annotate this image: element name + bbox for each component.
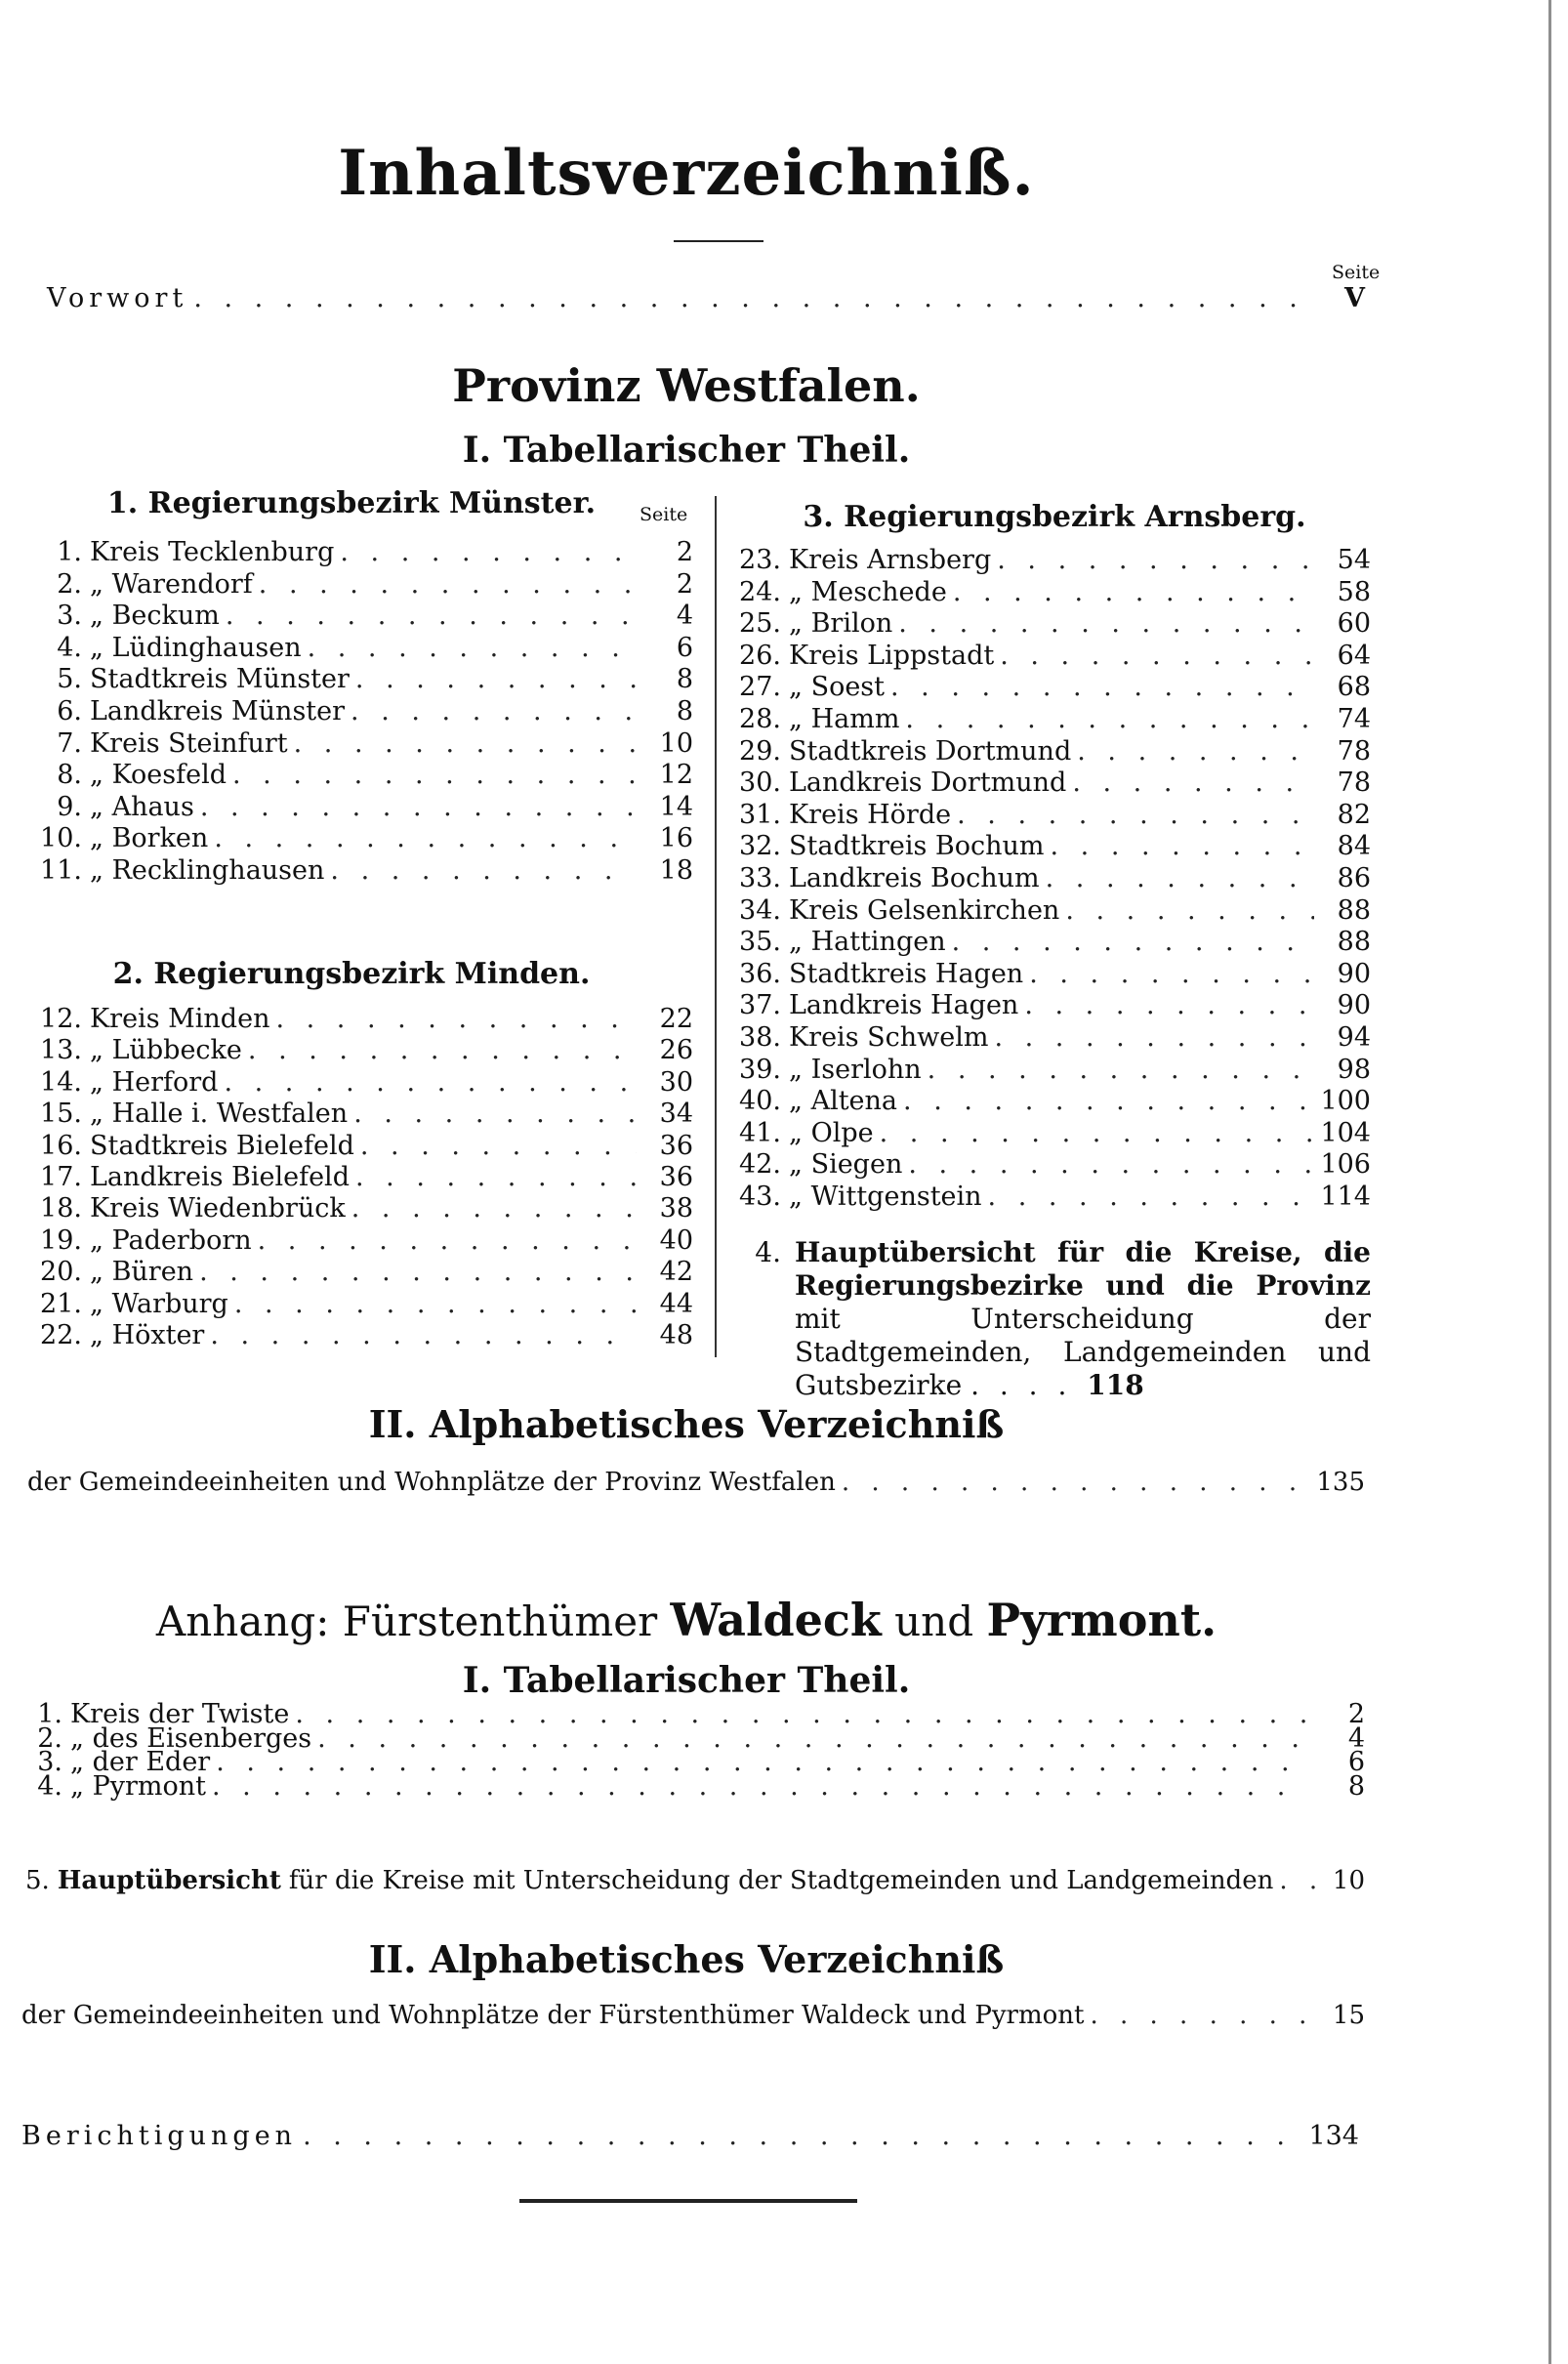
entry-number: 24. (739, 576, 781, 607)
leader-dots (903, 1086, 1314, 1117)
entry-page: 2 (676, 568, 693, 600)
entry-label: Kreis Hörde (789, 799, 952, 830)
minden-heading: 2. Regierungsbezirk Minden. (112, 957, 591, 991)
leader-dots (212, 1771, 1308, 1803)
leader-dots (898, 608, 1314, 640)
entry-number: 17. (40, 1162, 82, 1192)
entry-number: 4. (57, 632, 82, 663)
entry-page: 10 (659, 727, 693, 759)
entry-number: 35. (739, 927, 781, 958)
entry-label: „ Iserlohn (789, 1054, 922, 1085)
entry-number: 4. (37, 1770, 62, 1802)
arnsberg-row[interactable] (726, 1022, 1371, 1054)
title-rule (674, 240, 763, 242)
minden-row[interactable] (23, 1320, 693, 1351)
entry-label: „ Koesfeld (90, 760, 227, 791)
leader-dots (353, 1099, 637, 1130)
anhang-haupt-bold: Hauptübersicht (57, 1866, 281, 1895)
entry-label: „ Recklinghausen (90, 855, 325, 886)
entry-page: 60 (1337, 608, 1371, 640)
entry-page: 84 (1337, 831, 1371, 862)
entry-label: „ Pyrmont (70, 1770, 206, 1802)
entry-number: 22. (40, 1320, 82, 1350)
hauptuebersicht-provinz[interactable]: 4. Hauptübersicht für die Kreise, die Regierungsbezirke und die Provinz mit Unterscheidung der Stadtgemeinden, Landgemeinden und Gutsbezirke . . . . 118 (726, 1236, 1371, 1402)
entry-page: 64 (1337, 640, 1371, 671)
leader-dots (1024, 990, 1314, 1021)
muenster-row[interactable] (29, 696, 693, 727)
entry-number: 10. (40, 823, 82, 854)
entry-label: „ Lüdinghausen (90, 632, 302, 663)
arnsberg-row[interactable] (726, 927, 1371, 958)
entry-label: „ des Eisenberges (70, 1722, 312, 1754)
entry-label: Landkreis Bielefeld (90, 1162, 350, 1192)
entry-page: 30 (659, 1066, 693, 1098)
entry-page: 100 (1320, 1086, 1371, 1117)
entry-page: 8 (676, 696, 693, 726)
entry-page: 54 (1337, 545, 1371, 575)
entry-label: „ Hamm (789, 704, 900, 734)
entry-page: 90 (1337, 958, 1371, 989)
entry-page: 8 (1347, 1770, 1365, 1802)
entry-page: 104 (1320, 1117, 1371, 1148)
entry-label: „ Warendorf (90, 568, 253, 600)
muenster-row[interactable] (29, 760, 693, 791)
entry-page: 48 (659, 1320, 693, 1350)
entry-page: 6 (676, 632, 693, 663)
entry-number: 43. (739, 1182, 781, 1212)
leader-dots (258, 1225, 637, 1257)
entry-number: 40. (739, 1086, 781, 1117)
muenster-heading: 1. Regierungsbezirk Münster. (106, 486, 597, 520)
entry-label: Landkreis Hagen (789, 990, 1019, 1021)
leader-dots (200, 792, 637, 823)
entry-number: 23. (739, 545, 781, 575)
arnsberg-row[interactable] (726, 736, 1371, 767)
entry-label: „ Borken (90, 823, 209, 854)
arnsberg-row[interactable] (726, 641, 1371, 672)
anhang-part2-heading: II. Alphabetisches Verzeichniß (368, 1937, 1005, 1981)
entry-page: 4 (1347, 1722, 1365, 1754)
entry-label: Kreis Wiedenbrück (90, 1193, 346, 1224)
entry-number: 38. (739, 1022, 781, 1053)
minden-row[interactable] (23, 1162, 693, 1193)
leader-dots (259, 569, 637, 601)
entry-page: 12 (659, 760, 693, 791)
minden-row[interactable] (23, 1099, 693, 1130)
muenster-row[interactable] (29, 569, 693, 601)
entry-number: 7. (57, 727, 82, 759)
entry-label: „ Hattingen (789, 927, 946, 958)
entry-label: „ Wittgenstein (789, 1182, 982, 1212)
entry-page: 86 (1337, 863, 1371, 893)
minden-row[interactable] (23, 1225, 693, 1257)
provinz-alpha-row[interactable] (27, 1467, 1365, 1498)
entry-label: „ Olpe (789, 1117, 874, 1148)
leader-dots (1065, 895, 1314, 927)
arnsberg-row[interactable] (726, 1118, 1371, 1149)
entry-label: Landkreis Münster (90, 696, 346, 726)
entry-number: 18. (40, 1193, 82, 1224)
leader-dots (1046, 863, 1314, 894)
arnsberg-row[interactable] (726, 831, 1371, 862)
leader-dots (294, 728, 637, 760)
entry-page: 106 (1320, 1149, 1371, 1181)
leader-dots (952, 927, 1314, 958)
entry-number: 11. (40, 855, 82, 886)
anhang-part1-heading: I. Tabellarischer Theil. (462, 1660, 911, 1701)
leader-dots (193, 283, 1320, 314)
minden-row[interactable] (23, 1067, 693, 1099)
provinz-part1-heading: I. Tabellarischer Theil. (462, 430, 911, 471)
entry-number: 1. (57, 537, 82, 567)
entry-page: 36 (659, 1130, 693, 1161)
leader-dots (953, 577, 1314, 608)
entry-label: Kreis Arnsberg (789, 545, 992, 575)
leader-dots (340, 537, 637, 568)
entry-label: „ Meschede (789, 576, 947, 607)
leader-dots (232, 760, 637, 791)
arnsberg-row[interactable] (726, 1149, 1371, 1181)
entry-label: „ Büren (90, 1257, 194, 1288)
entry-page: 18 (659, 855, 693, 886)
entry-page: 40 (659, 1224, 693, 1256)
minden-row[interactable] (23, 1289, 693, 1320)
entry-label: „ der Eder (70, 1747, 211, 1777)
entry-number: 26. (739, 640, 781, 671)
entry-number: 29. (739, 735, 781, 767)
entry-label: Kreis Steinfurt (90, 727, 288, 759)
leader-dots (275, 1004, 637, 1035)
anhang-und: und (894, 1597, 974, 1645)
entry-page: 22 (659, 1004, 693, 1034)
anhang-haupt-row[interactable] (25, 1865, 1365, 1896)
provinz-part2-heading: II. Alphabetisches Verzeichniß (368, 1402, 1005, 1446)
entry-page: 34 (659, 1099, 693, 1130)
entry-number: 36. (739, 958, 781, 989)
entry-label: Stadtkreis Bielefeld (90, 1130, 354, 1161)
entry-number: 31. (739, 799, 781, 830)
anhang-pyrmont: Pyrmont. (986, 1594, 1217, 1646)
leader-dots (351, 696, 637, 727)
scan-edge (1548, 0, 1551, 2364)
anhang-alpha-label: der Gemeindeeinheiten und Wohnplätze der Fürstenthümer Waldeck und Pyrmont (21, 2001, 1085, 2030)
entry-page: 68 (1337, 672, 1371, 703)
arnsberg-row[interactable] (726, 672, 1371, 703)
leader-dots (1029, 959, 1314, 990)
entry-number: 2. (57, 568, 82, 600)
entry-page: 8 (676, 664, 693, 695)
entry-page: 78 (1337, 735, 1371, 767)
leader-dots (890, 672, 1314, 703)
entry-number: 8. (57, 760, 82, 791)
berichtigungen-row[interactable] (21, 2121, 1359, 2152)
leader-dots (248, 1035, 637, 1066)
provinz-alpha-page: 135 (1316, 1468, 1365, 1497)
muenster-row[interactable] (29, 601, 693, 632)
entry-number: 30. (739, 767, 781, 799)
leader-dots (994, 1022, 1314, 1054)
entry-label: „ Paderborn (90, 1224, 252, 1256)
entry-number: 16. (40, 1130, 82, 1161)
leader-dots (957, 800, 1314, 831)
arnsberg-row[interactable] (726, 1086, 1371, 1117)
seite-label-top: Seite (1332, 262, 1381, 283)
entry-page: 88 (1337, 894, 1371, 926)
entry-page: 44 (659, 1288, 693, 1319)
entry-page: 82 (1337, 799, 1371, 830)
anhang-haupt-rest: für die Kreise mit Unterscheidung der Stadtgemeinden und Landgemeinden (288, 1866, 1274, 1895)
muenster-row[interactable] (29, 823, 693, 854)
entry-label: Landkreis Dortmund (789, 767, 1067, 799)
entry-label: Kreis der Twiste (70, 1699, 290, 1729)
vorwort-page: V (1344, 283, 1365, 313)
muenster-row[interactable] (29, 728, 693, 760)
entry-label: „ Altena (789, 1086, 898, 1117)
minden-row[interactable] (23, 1257, 693, 1288)
entry-number: 41. (739, 1117, 781, 1148)
entry-page: 36 (659, 1162, 693, 1192)
entry-number: 32. (739, 831, 781, 862)
entry-page: 2 (676, 537, 693, 567)
leader-dots (355, 1162, 637, 1193)
entry-number: 2. (37, 1722, 62, 1754)
entry-number: 12. (40, 1004, 82, 1034)
leader-dots (1000, 641, 1314, 672)
leader-dots (214, 823, 637, 854)
leader-dots (1072, 767, 1314, 799)
entry-label: Landkreis Bochum (789, 863, 1040, 893)
entry-page: 26 (659, 1035, 693, 1066)
anhang-prefix: Anhang: Fürstenthümer (155, 1597, 658, 1645)
entry-number: 6. (57, 696, 82, 726)
arnsberg-row[interactable] (726, 1055, 1371, 1086)
anhang-row[interactable] (25, 1771, 1365, 1803)
entry-label: Kreis Schwelm (789, 1022, 989, 1053)
entry-label: „ Höxter (90, 1320, 205, 1350)
arnsberg-row[interactable] (726, 767, 1371, 799)
entry-label: „ Halle i. Westfalen (90, 1099, 349, 1130)
arnsberg-row[interactable] (726, 577, 1371, 608)
leader-dots (905, 704, 1314, 735)
leader-dots (210, 1320, 637, 1351)
muenster-row[interactable] (29, 633, 693, 664)
entry-number: 28. (739, 704, 781, 734)
berichtigungen-page: 134 (1308, 2121, 1359, 2151)
entry-label: Stadtkreis Hagen (789, 958, 1024, 989)
entry-label: „ Ahaus (90, 791, 194, 822)
anhang-haupt-num: 5. (25, 1866, 50, 1895)
leader-dots (226, 601, 637, 632)
arnsberg-row[interactable] (726, 959, 1371, 990)
entry-page: 16 (659, 823, 693, 854)
arnsberg-row[interactable] (726, 545, 1371, 576)
entry-number: 20. (40, 1257, 82, 1288)
entry-number: 39. (739, 1054, 781, 1085)
entry-number: 27. (739, 672, 781, 703)
berichtigungen-label: Berichtigungen (21, 2121, 298, 2151)
muenster-row[interactable] (29, 537, 693, 568)
entry-page: 4 (676, 601, 693, 632)
leader-dots (199, 1257, 637, 1288)
page-title: Inhaltsverzeichniß. (338, 137, 1035, 210)
entry-label: „ Siegen (789, 1149, 903, 1181)
entry-page: 98 (1337, 1054, 1371, 1085)
leader-dots (360, 1131, 637, 1162)
entry-number: 14. (40, 1066, 82, 1098)
leader-dots (1279, 1865, 1320, 1896)
entry-number: 9. (57, 791, 82, 822)
entry-page: 94 (1337, 1022, 1371, 1053)
entry-page: 74 (1337, 704, 1371, 734)
entry-number: 33. (739, 863, 781, 893)
leader-dots (1077, 736, 1314, 767)
entry-label: Stadtkreis Münster (90, 664, 350, 695)
leader-dots (988, 1182, 1314, 1213)
end-rule (519, 2199, 857, 2203)
entry-number: 25. (739, 608, 781, 640)
entry-page: 6 (1347, 1747, 1365, 1777)
column-divider (715, 496, 717, 1357)
arnsberg-row[interactable] (726, 800, 1371, 831)
hauptuebersicht-bold: Hauptübersicht für die Kreise, die Regierungsbezirke und die Provinz (795, 1236, 1371, 1302)
vorwort-label: Vorwort (47, 283, 188, 313)
arnsberg-heading: 3. Regierungsbezirk Arnsberg. (803, 500, 1306, 534)
entry-number: 19. (40, 1224, 82, 1256)
seite-label-left: Seite (640, 504, 688, 525)
leader-dots (1090, 2000, 1320, 2031)
arnsberg-row[interactable] (726, 608, 1371, 640)
entry-page: 88 (1337, 927, 1371, 958)
entry-label: „ Herford (90, 1066, 219, 1098)
leader-dots (303, 2121, 1299, 2152)
entry-number: 42. (739, 1149, 781, 1181)
entry-label: „ Beckum (90, 601, 220, 632)
muenster-row[interactable] (29, 792, 693, 823)
entry-number: 37. (739, 990, 781, 1021)
entry-page: 2 (1347, 1699, 1365, 1729)
hauptuebersicht-num: 4. (755, 1236, 781, 1268)
entry-number: 21. (40, 1288, 82, 1319)
anhang-waldeck: Waldeck (670, 1594, 882, 1646)
provinz-alpha-label: der Gemeindeeinheiten und Wohnplätze der Provinz Westfalen (27, 1468, 836, 1497)
anhang-haupt-page: 10 (1332, 1866, 1365, 1895)
entry-page: 38 (659, 1193, 693, 1224)
entry-number: 3. (57, 601, 82, 632)
arnsberg-row[interactable] (726, 895, 1371, 927)
entry-page: 90 (1337, 990, 1371, 1021)
entry-label: Kreis Tecklenburg (90, 537, 335, 567)
entry-label: Stadtkreis Dortmund (789, 735, 1072, 767)
anhang-alpha-page: 15 (1332, 2001, 1365, 2030)
leader-dots (842, 1467, 1308, 1498)
minden-row[interactable] (23, 1193, 693, 1224)
entry-page: 14 (659, 791, 693, 822)
leader-dots (1051, 831, 1315, 862)
leader-dots (997, 545, 1314, 576)
entry-number: 34. (739, 894, 781, 926)
entry-label: Kreis Lippstadt (789, 640, 995, 671)
leader-dots (928, 1055, 1314, 1086)
entry-label: „ Brilon (789, 608, 893, 640)
arnsberg-row[interactable] (726, 1182, 1371, 1213)
leader-dots (330, 855, 637, 887)
entry-page: 42 (659, 1257, 693, 1288)
entry-number: 13. (40, 1035, 82, 1066)
anhang-heading (0, 1594, 1373, 1646)
vorwort-row[interactable] (47, 283, 1365, 314)
arnsberg-row[interactable] (726, 863, 1371, 894)
entry-label: Stadtkreis Bochum (789, 831, 1045, 862)
entry-number: 5. (57, 664, 82, 695)
minden-row[interactable] (23, 1131, 693, 1162)
leader-dots (308, 633, 637, 664)
entry-number: 3. (37, 1747, 62, 1777)
minden-row[interactable] (23, 1004, 693, 1035)
entry-label: „ Lübbecke (90, 1035, 242, 1066)
entry-page: 58 (1337, 576, 1371, 607)
entry-number: 1. (37, 1699, 62, 1729)
arnsberg-row[interactable] (726, 990, 1371, 1021)
leader-dots (880, 1118, 1314, 1149)
entry-label: Kreis Gelsenkirchen (789, 894, 1060, 926)
provinz-heading: Provinz Westfalen. (452, 359, 921, 412)
arnsberg-row[interactable] (726, 704, 1371, 735)
hauptuebersicht-rest: mit Unterscheidung der Stadtgemeinden, Landgemeinden und Gutsbezirke (795, 1303, 1371, 1401)
muenster-row[interactable] (29, 664, 693, 695)
leader-dots (351, 1193, 637, 1224)
entry-label: „ Warburg (90, 1288, 228, 1319)
entry-label: „ Soest (789, 672, 886, 703)
leader-dots (355, 664, 637, 695)
entry-page: 114 (1320, 1182, 1371, 1212)
muenster-row[interactable] (29, 855, 693, 887)
leader-dots (908, 1149, 1314, 1181)
minden-row[interactable] (23, 1035, 693, 1066)
entry-number: 15. (40, 1099, 82, 1130)
leader-dots (234, 1289, 637, 1320)
anhang-alpha-row[interactable] (21, 2000, 1365, 2031)
hauptuebersicht-page: 118 (1087, 1369, 1144, 1401)
leader-dots (224, 1067, 637, 1099)
entry-page: 78 (1337, 767, 1371, 799)
entry-label: Kreis Minden (90, 1004, 270, 1034)
